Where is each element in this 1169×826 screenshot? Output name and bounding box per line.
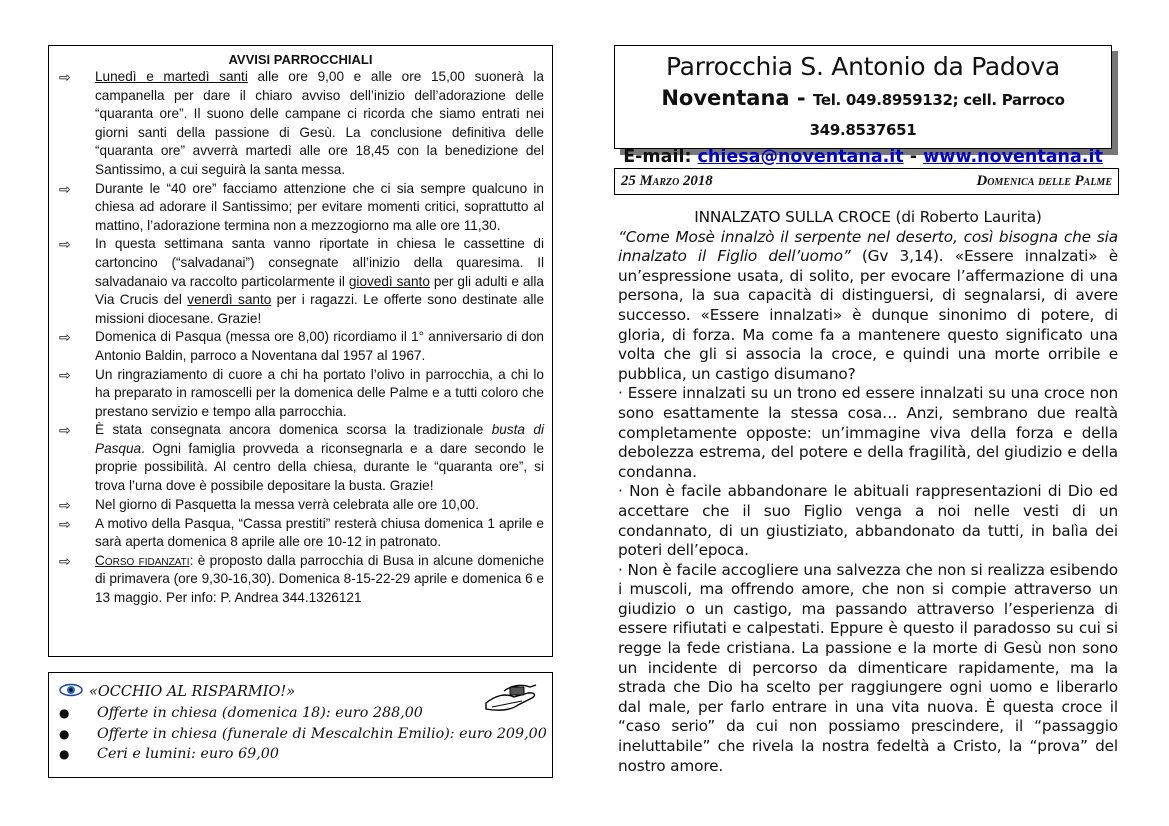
list-item bbox=[57, 68, 552, 180]
item-lead: Corso fidanzati bbox=[95, 552, 190, 568]
item-text: È stata consegnata ancora domenica scorsa la tradizionale bbox=[95, 422, 492, 438]
list-item bbox=[59, 703, 552, 724]
list-item bbox=[57, 235, 552, 328]
item-text: Un ringraziamento di cuore a chi ha portato l’olivo in parrocchia, a chi lo ha preparato in ramoscelli per la domenica delle Palme e a tutti coloro che prestano servizio e tempo alla parrocchia. bbox=[95, 366, 544, 419]
item-lead: Lunedì e martedì santi bbox=[95, 69, 248, 84]
eye-icon bbox=[59, 683, 89, 701]
item-text: alle ore 9,00 e alle ore 15,00 suonerà la campanella per dare il chiaro avviso dell’inizio dell’adorazione delle “quaranta ore”. Il suono delle campane ci ricorda che siamo entrati nei giorni santi della passione di Gesù. La conclusione definitiva delle “quaranta ore” avverrà martedì alle ore 18,45 con la benedizione del Santissimo, a cui seguirà la santa messa. bbox=[95, 69, 544, 177]
list-item bbox=[59, 724, 552, 745]
item-text: Durante le “40 ore” facciamo attenzione che ci sia sempre qualcuno in chiesa ad adorare il Santissimo; per evitare momenti critici, soprattutto al mattino, l’adorazione termina non a mezzogiorno ma alle ore 11,30. bbox=[95, 180, 544, 233]
article-title: INNALZATO SULLA CROCE bbox=[694, 208, 891, 226]
article-paragraph: · Essere innalzati su un trono ed essere innalzati su una croce non sono esattamente la stessa cosa… Anzi, sembrano due realtà completamente opposte: un’immagine viva della forza e della debolezza estrema, del potere e della fragilità, del giudizio e della condanna. bbox=[618, 384, 1118, 481]
savings-line: Offerte in chiesa (domenica 18): euro 288,00 bbox=[97, 705, 423, 721]
list-item bbox=[57, 421, 552, 495]
savings-line: Ceri e lumini: euro 69,00 bbox=[97, 746, 279, 762]
list-item bbox=[57, 366, 552, 422]
savings-title: «OCCHIO AL RISPARMIO!» bbox=[89, 684, 296, 700]
article bbox=[618, 208, 1118, 776]
date-bar bbox=[614, 168, 1119, 195]
arrow-icon: ⇨ bbox=[59, 515, 71, 532]
article-paragraph: · Non è facile accogliere una salvezza che non si realizza esibendo i muscoli, ma offrendo amore, che non si compie attraverso un giudizio o un castigo, ma passando attraverso l’esperienza di essere rifiutati e calpestati. Eppure è questo il paradosso su cui si regge la fede cristiana. La passione e la morte di Gesù non sono un incidente di percorso da dimenticare rapidamente, ma la strada che Dio ha scelto per raggiungere ogni uomo e liberarlo dal male, per farlo entrare in una vita nuova. È questa croce il “caso serio” da cui non possiamo prescindere, il “passaggio ineluttabile” che rivela la nostra fedeltà a Cristo, la “prova” del nostro amore. bbox=[618, 560, 1118, 775]
avvisi-box bbox=[48, 45, 553, 657]
savings-line: Offerte in chiesa (funerale di Mescalchin Emilio): euro 209,00 bbox=[97, 725, 547, 742]
item-text: Nel giorno di Pasquetta la messa verrà celebrata alle ore 10,00. bbox=[95, 496, 479, 512]
savings-box bbox=[48, 672, 553, 778]
bullet-icon: ● bbox=[59, 706, 70, 720]
list-item bbox=[57, 328, 552, 365]
giving-hands-icon bbox=[482, 681, 540, 719]
parish-name: Parrocchia S. Antonio da Padova bbox=[666, 52, 1060, 81]
email-label: E-mail: bbox=[623, 147, 698, 167]
liturgical-day: Domenica delle Palme bbox=[976, 173, 1112, 189]
bullet-icon: ● bbox=[59, 726, 70, 741]
item-text: per i ragazzi. Le offerte sono destinate alle missioni diocesane. Grazie! bbox=[95, 292, 545, 326]
item-underlined: giovedì santo bbox=[348, 273, 430, 289]
item-text: . Ogni famiglia provveda a riconsegnarla e a dare secondo le proprie possibilità. Al centro della chiesa, durante le “quaranta ore”, si trova l’urna dove è possibile depositare la busta. Grazie! bbox=[95, 440, 544, 494]
issue-date: 25 Marzo 2018 bbox=[621, 173, 713, 189]
item-text: In questa settimana santa vanno riportate in chiesa le cassettine di cartoncino (“salvadanai”) consegnate all’inizio della quaresima. Il salvadanaio va raccolto particolarmente il bbox=[95, 236, 544, 289]
item-text: Domenica di Pasqua (messa ore 8,00) ricordiamo il 1° anniversario di don Antonio Baldin, parroco a Noventana dal 1957 al 1967. bbox=[95, 329, 544, 363]
bullet-icon: ● bbox=[59, 747, 70, 761]
item-underlined: venerdì santo bbox=[187, 292, 272, 308]
email-link[interactable]: chiesa@noventana.it bbox=[697, 147, 904, 167]
parish-header bbox=[614, 45, 1112, 167]
arrow-icon: ⇨ bbox=[59, 236, 71, 253]
item-text: A motivo della Pasqua, “Cassa prestiti” resterà chiusa domenica 1 aprile e sarà aperta domenica 8 aprile alle ore 10-12 in patronato. bbox=[95, 515, 544, 550]
article-quote: “Come Mosè innalzò il serpente nel deserto, così bisogna che sia innalzato il Figlio dell’uomo” bbox=[618, 227, 1118, 266]
arrow-icon: ⇨ bbox=[59, 422, 71, 439]
article-author: (di Roberto Laurita) bbox=[890, 208, 1042, 226]
list-item bbox=[57, 515, 552, 552]
avvisi-title: AVVISI PARROCCHIALI bbox=[228, 52, 373, 67]
list-item bbox=[57, 552, 552, 608]
arrow-icon: ⇨ bbox=[59, 180, 71, 197]
list-item bbox=[57, 180, 552, 236]
separator: - bbox=[903, 147, 924, 167]
item-text: per gli adulti e alla Via Crucis del bbox=[95, 273, 544, 308]
article-paragraph: · Non è facile abbandonare le abituali rappresentazioni di Dio ed accettare che il suo Figlio venga a noi nelle vesti di un condannato, di un giustiziato, abbandonato da tutti, in balìa dei poteri dell’epoca. bbox=[618, 482, 1118, 560]
item-text: : è proposto dalla parrocchia di Busa in alcune domeniche di primavera (ore 9,30-16,30). Domenica 8-15-22-29 aprile e domenica 6 e 13 maggio. Per info: P. Andrea 344.1326121 bbox=[95, 552, 545, 606]
item-emphasis: busta di Pasqua bbox=[95, 422, 544, 456]
place-name: Noventana - bbox=[661, 86, 813, 110]
phone-numbers: Tel. 049.8959132; cell. Parroco 349.8537651 bbox=[809, 91, 1065, 139]
arrow-icon: ⇨ bbox=[59, 552, 71, 569]
list-item bbox=[59, 744, 552, 765]
website-link[interactable]: www.noventana.it bbox=[923, 147, 1103, 167]
article-paragraph: (Gv 3,14). «Essere innalzati» è un’espressione usata, di solito, per evocare l’affermazione di una persona, la sua capacità di distinguersi, di segnalarsi, di avere successo. «Essere innalzati» è dunque sinonimo di potere, di gloria, di forza. Ma come fa a mantenere questo significato una volta che gli si associa la croce, e quindi una morte orribile e pubblica, un castigo disumano? bbox=[618, 247, 1119, 383]
arrow-icon: ⇨ bbox=[59, 329, 71, 346]
arrow-icon: ⇨ bbox=[59, 366, 71, 383]
arrow-icon: ⇨ bbox=[59, 69, 71, 85]
arrow-icon: ⇨ bbox=[59, 496, 71, 513]
list-item bbox=[57, 496, 552, 515]
